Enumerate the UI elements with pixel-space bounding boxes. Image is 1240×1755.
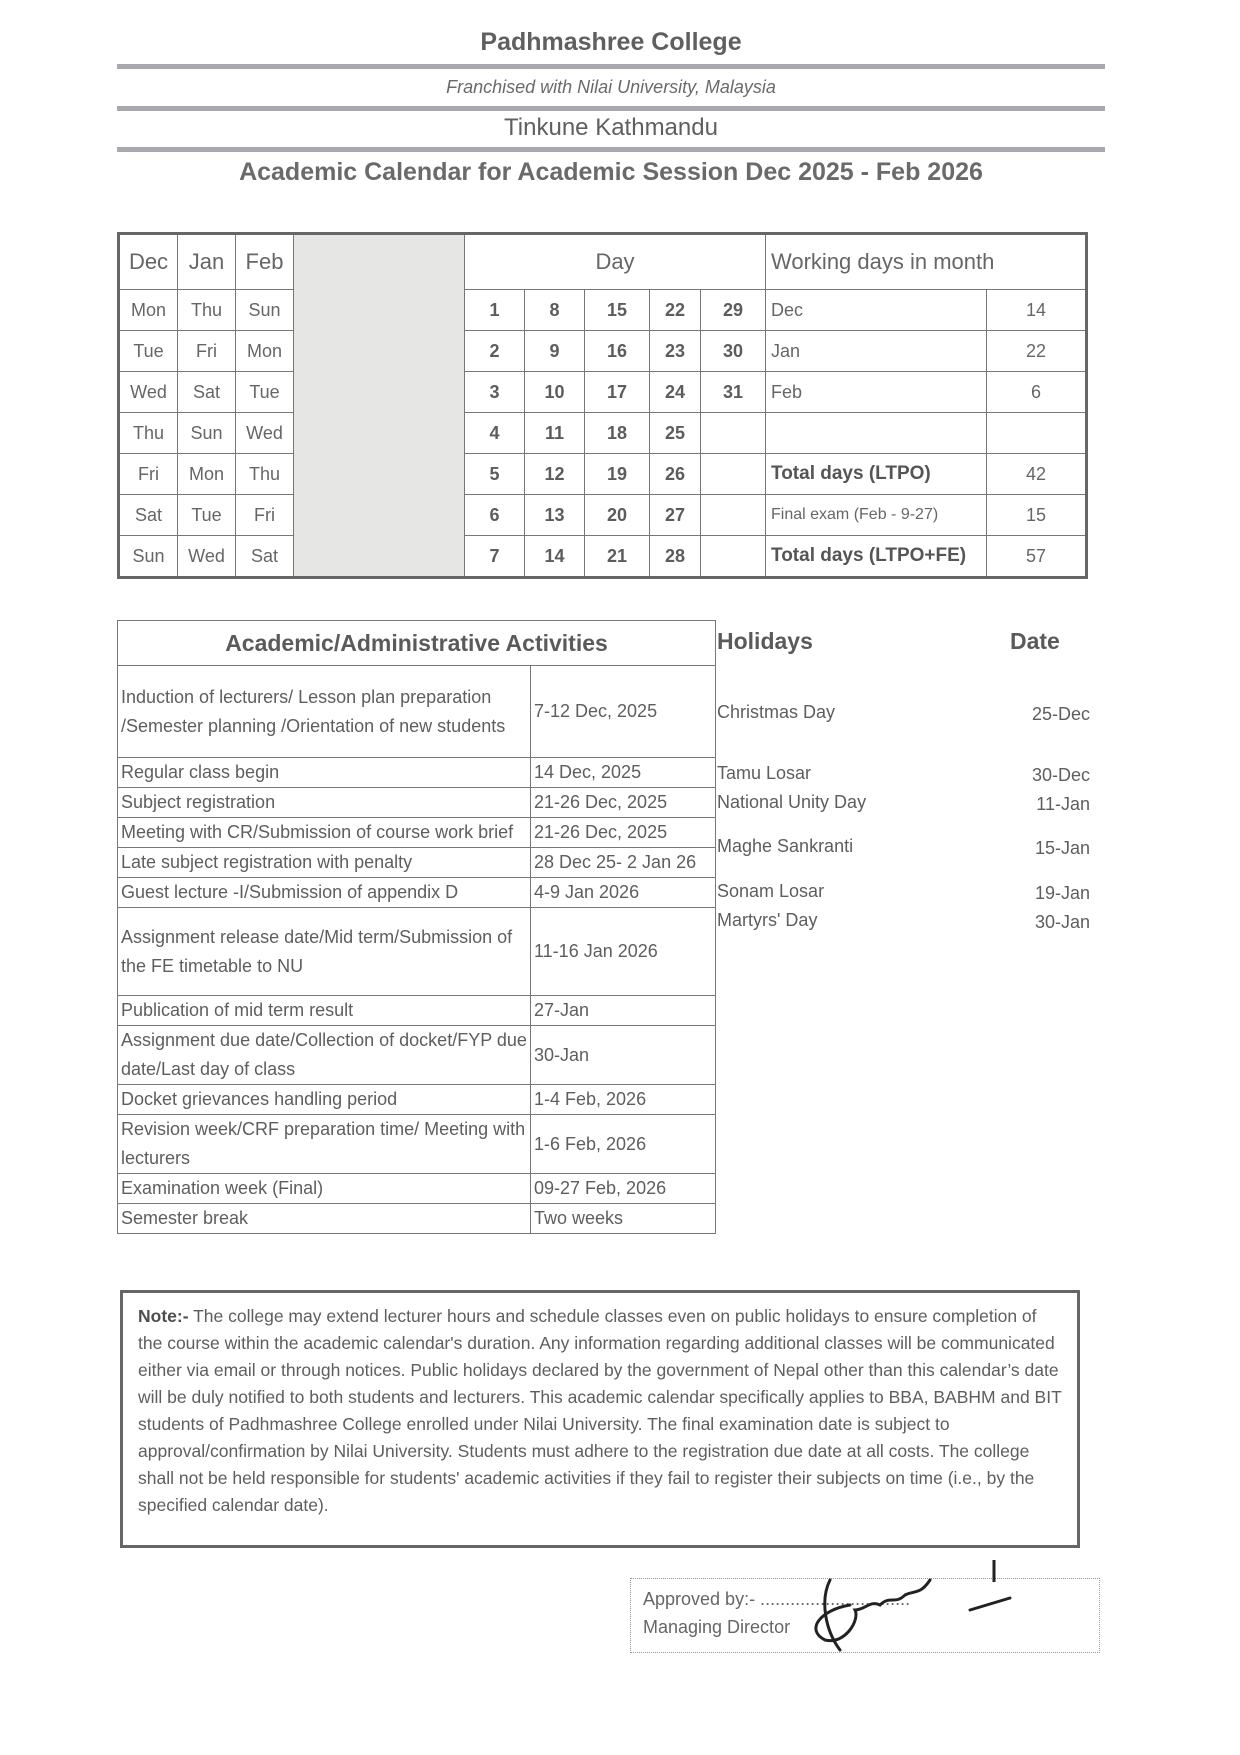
- activities-table: [117, 620, 716, 1234]
- date-cell: [701, 454, 766, 495]
- college-name: Padhmashree College: [480, 28, 742, 56]
- activity-name: Revision week/CRF preparation time/ Meeting with lecturers: [118, 1115, 531, 1174]
- weekday-dec: Mon: [119, 290, 178, 331]
- weekday-dec: Fri: [119, 454, 178, 495]
- date-cell: 16: [585, 331, 650, 372]
- working-month-label: Jan: [766, 331, 987, 372]
- date-cell: 30: [701, 331, 766, 372]
- header-divider: [117, 147, 1105, 152]
- date-cell: 28: [650, 536, 701, 578]
- activity-name: Assignment release date/Mid term/Submission of the FE timetable to NU: [118, 908, 531, 996]
- date-cell: [701, 413, 766, 454]
- approver-role: Managing Director: [643, 1617, 791, 1637]
- date-cell: 26: [650, 454, 701, 495]
- holiday-date-header: Date: [1010, 628, 1060, 654]
- calendar-row: [119, 413, 1087, 454]
- calendar-title: Academic Calendar for Academic Session Dec 2025 - Feb 2026: [239, 158, 983, 186]
- weekday-jan: Sat: [178, 372, 236, 413]
- activity-name: Late subject registration with penalty: [118, 848, 531, 878]
- holiday-date: 30-Dec: [1031, 765, 1090, 785]
- activity-name: Guest lecture -I/Submission of appendix D: [118, 878, 531, 908]
- calendar-row: [119, 536, 1087, 578]
- note-box: [120, 1290, 1080, 1548]
- date-cell: 29: [701, 290, 766, 331]
- date-cell: 23: [650, 331, 701, 372]
- final-exam-label: Final exam (Feb - 9-27): [766, 495, 987, 536]
- date-cell: 8: [525, 290, 585, 331]
- activity-date: Two weeks: [531, 1204, 716, 1234]
- activity-row: [118, 1174, 716, 1204]
- weekday-feb: Thu: [236, 454, 294, 495]
- calendar-row: [119, 290, 1087, 331]
- weekday-dec: Sun: [119, 536, 178, 578]
- activity-row: [118, 788, 716, 818]
- activity-date: 4-9 Jan 2026: [531, 878, 716, 908]
- activities-title: Academic/Administrative Activities: [118, 621, 716, 666]
- date-cell: 7: [465, 536, 525, 578]
- calendar-grid: [117, 232, 1088, 579]
- date-cell: 2: [465, 331, 525, 372]
- weekday-feb: Sun: [236, 290, 294, 331]
- holiday-date: 25-Dec: [1031, 704, 1090, 724]
- date-cell: [701, 495, 766, 536]
- working-month-label: Feb: [766, 372, 987, 413]
- date-cell: 13: [525, 495, 585, 536]
- date-cell: 1: [465, 290, 525, 331]
- working-days-value: [987, 413, 1087, 454]
- holiday-name: Maghe Sankranti: [717, 836, 854, 856]
- activity-row: [118, 908, 716, 996]
- weekday-feb: Fri: [236, 495, 294, 536]
- activity-row: [118, 666, 716, 758]
- month-header-feb: Feb: [236, 234, 294, 290]
- day-header: Day: [465, 234, 766, 290]
- total-ltpo-value: 42: [987, 454, 1087, 495]
- weekday-jan: Thu: [178, 290, 236, 331]
- activity-date: 30-Jan: [531, 1026, 716, 1085]
- date-cell: 5: [465, 454, 525, 495]
- activity-name: Publication of mid term result: [118, 996, 531, 1026]
- activity-name: Assignment due date/Collection of docket/FYP due date/Last day of class: [118, 1026, 531, 1085]
- header-divider: [117, 106, 1105, 111]
- working-days-header: Working days in month: [766, 234, 1087, 290]
- weekday-feb: Wed: [236, 413, 294, 454]
- working-days-value: 22: [987, 331, 1087, 372]
- holiday-name: Martyrs' Day: [717, 910, 818, 930]
- date-cell: 9: [525, 331, 585, 372]
- date-cell: 27: [650, 495, 701, 536]
- date-cell: 3: [465, 372, 525, 413]
- holiday-name: National Unity Day: [717, 792, 867, 812]
- weekday-dec: Sat: [119, 495, 178, 536]
- date-cell: 4: [465, 413, 525, 454]
- franchise-line: Franchised with Nilai University, Malaysia: [446, 77, 776, 97]
- activity-name: Induction of lecturers/ Lesson plan preparation /Semester planning /Orientation of new students: [118, 666, 531, 758]
- activity-date: 28 Dec 25- 2 Jan 26: [531, 848, 716, 878]
- activity-date: 09-27 Feb, 2026: [531, 1174, 716, 1204]
- activity-date: 21-26 Dec, 2025: [531, 788, 716, 818]
- holiday-date: 15-Jan: [1034, 838, 1090, 858]
- date-cell: 19: [585, 454, 650, 495]
- activity-name: Examination week (Final): [118, 1174, 531, 1204]
- activity-date: 21-26 Dec, 2025: [531, 818, 716, 848]
- date-cell: 10: [525, 372, 585, 413]
- total-ltpo-label: Total days (LTPO): [766, 454, 987, 495]
- calendar-row: [119, 372, 1087, 413]
- activity-row: [118, 1115, 716, 1174]
- holiday-name: Sonam Losar: [717, 881, 825, 901]
- activities-title-row: [118, 621, 716, 666]
- date-cell: 12: [525, 454, 585, 495]
- college-location: Tinkune Kathmandu: [504, 114, 718, 141]
- date-cell: 21: [585, 536, 650, 578]
- month-header-jan: Jan: [178, 234, 236, 290]
- weekday-dec: Tue: [119, 331, 178, 372]
- holiday-name: Tamu Losar: [717, 763, 812, 783]
- activity-date: 7-12 Dec, 2025: [531, 666, 716, 758]
- date-cell: 15: [585, 290, 650, 331]
- holiday-date: 19-Jan: [1034, 883, 1090, 903]
- activity-row: [118, 818, 716, 848]
- total-ltpo-fe-label: Total days (LTPO+FE): [766, 536, 987, 578]
- activity-date: 14 Dec, 2025: [531, 758, 716, 788]
- shaded-spacer-column: [294, 234, 465, 578]
- date-cell: [701, 536, 766, 578]
- weekday-jan: Mon: [178, 454, 236, 495]
- date-cell: 20: [585, 495, 650, 536]
- holiday-date: 11-Jan: [1036, 794, 1090, 814]
- calendar-row: [119, 454, 1087, 495]
- total-ltpo-fe-value: 57: [987, 536, 1087, 578]
- calendar-row: [119, 331, 1087, 372]
- date-cell: 25: [650, 413, 701, 454]
- date-cell: 18: [585, 413, 650, 454]
- activity-date: 27-Jan: [531, 996, 716, 1026]
- calendar-header-row: [119, 234, 1087, 290]
- activity-date: 1-6 Feb, 2026: [531, 1115, 716, 1174]
- activity-row: [118, 1026, 716, 1085]
- weekday-feb: Sat: [236, 536, 294, 578]
- month-header-dec: Dec: [119, 234, 178, 290]
- activity-name: Meeting with CR/Submission of course work brief: [118, 818, 531, 848]
- calendar-row: [119, 495, 1087, 536]
- holiday-name: Christmas Day: [717, 702, 836, 722]
- holiday-date: 30-Jan: [1034, 912, 1090, 932]
- activity-name: Docket grievances handling period: [118, 1085, 531, 1115]
- header-divider: [117, 64, 1105, 69]
- date-cell: 22: [650, 290, 701, 331]
- working-days-value: 14: [987, 290, 1087, 331]
- date-cell: 24: [650, 372, 701, 413]
- date-cell: 6: [465, 495, 525, 536]
- date-cell: 31: [701, 372, 766, 413]
- final-exam-value: 15: [987, 495, 1087, 536]
- weekday-jan: Tue: [178, 495, 236, 536]
- note-label: Note:-: [138, 1306, 189, 1326]
- activity-row: [118, 1204, 716, 1234]
- activity-name: Semester break: [118, 1204, 531, 1234]
- activity-row: [118, 1085, 716, 1115]
- activity-date: 11-16 Jan 2026: [531, 908, 716, 996]
- working-month-label: Dec: [766, 290, 987, 331]
- holidays-header: Holidays: [717, 628, 813, 654]
- date-cell: 11: [525, 413, 585, 454]
- weekday-jan: Fri: [178, 331, 236, 372]
- weekday-dec: Wed: [119, 372, 178, 413]
- activity-row: [118, 996, 716, 1026]
- activity-row: [118, 848, 716, 878]
- weekday-dec: Thu: [119, 413, 178, 454]
- approved-by-label: Approved by:- ..............................: [643, 1589, 911, 1609]
- working-days-value: 6: [987, 372, 1087, 413]
- weekday-feb: Tue: [236, 372, 294, 413]
- weekday-jan: Sun: [178, 413, 236, 454]
- weekday-jan: Wed: [178, 536, 236, 578]
- date-cell: 17: [585, 372, 650, 413]
- activity-name: Subject registration: [118, 788, 531, 818]
- signature-icon: [800, 1550, 1040, 1660]
- activity-date: 1-4 Feb, 2026: [531, 1085, 716, 1115]
- activity-row: [118, 758, 716, 788]
- activity-row: [118, 878, 716, 908]
- note-text: The college may extend lecturer hours and schedule classes even on public holidays to ensure completion of the course within the academic calendar's duration. Any information regarding additional classes will be communicated either via email or through notices. Public holidays declared by the government of Nepal other than this calendar’s date will be duly notified to both students and lecturers. This academic calendar specifically applies to BBA, BABHM and BIT students of Padhmashree College enrolled under Nilai University. The final examination date is subject to approval/confirmation by Nilai University. Students must adhere to the registration due date at all costs. The college shall not be held responsible for students' academic activities if they fail to register their subjects on time (i.e., by the specified calendar date).: [138, 1306, 1062, 1515]
- activity-name: Regular class begin: [118, 758, 531, 788]
- working-month-label: [766, 413, 987, 454]
- weekday-feb: Mon: [236, 331, 294, 372]
- date-cell: 14: [525, 536, 585, 578]
